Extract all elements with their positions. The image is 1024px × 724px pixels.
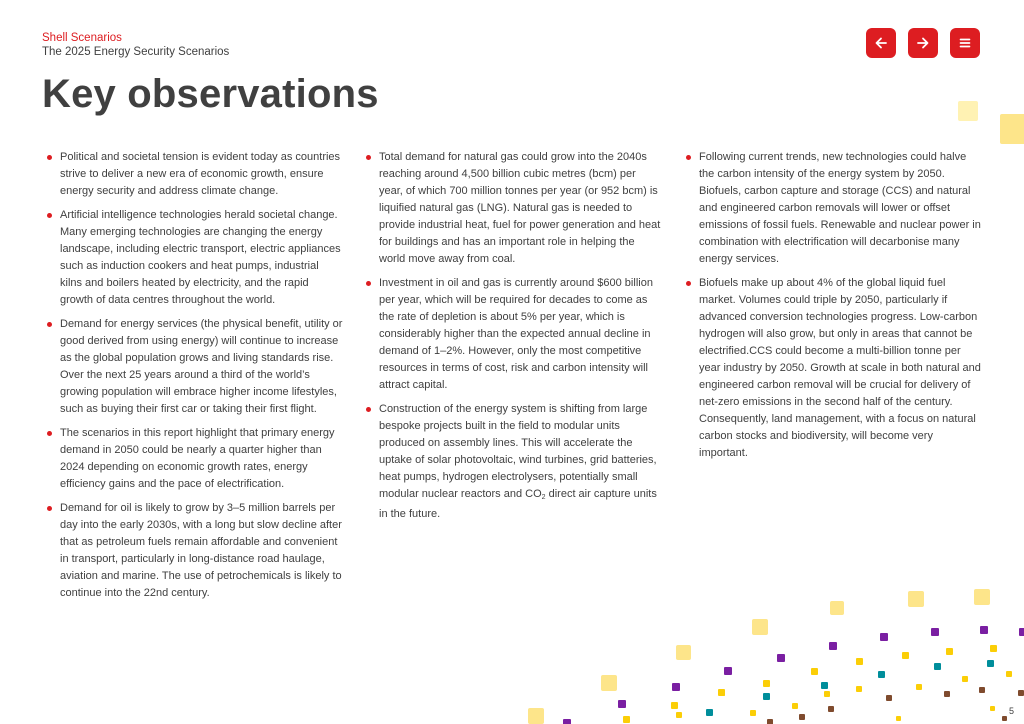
decorative-square: [962, 676, 968, 682]
decorative-square: [821, 682, 828, 689]
list-item: [362, 401, 662, 523]
list-item: Following current trends, new technologies could halve the carbon intensity of the energy system by 2050. Biofuels, carbon capture and storage (CCS) and natural and engineered carbon removals will lower or offset emissions of fossil fuels. Renewable and nuclear power in combination with electrification will decarbonise many energy services.: [682, 149, 982, 268]
decorative-square: [676, 645, 691, 660]
decorative-square: [980, 626, 988, 634]
column-middle: [362, 149, 662, 530]
decorative-square: [886, 695, 892, 701]
decorative-square: [752, 619, 768, 635]
list-item: Demand for energy services (the physical benefit, utility or good derived from using energy) will continue to increase as the global population grows and living standards rise. Over the next 25 years around a third of the world’s growing population will embrace higher income lifestyles, such as buying their first car or taking their first flight.: [43, 316, 343, 418]
decorative-square: [676, 712, 682, 718]
decorative-square: [767, 719, 773, 724]
decorative-square: [934, 663, 941, 670]
decorative-square: [908, 591, 924, 607]
decorative-square: [763, 680, 770, 687]
decorative-square: [829, 642, 837, 650]
page-title: Key observations: [42, 72, 379, 116]
decorative-square: [880, 633, 888, 641]
decorative-square: [974, 589, 990, 605]
decorative-square: [830, 601, 844, 615]
decorative-square: [1006, 671, 1012, 677]
decorative-square: [777, 654, 785, 662]
decorative-square: [750, 710, 756, 716]
page-number: 5: [1009, 706, 1015, 716]
decorative-square: [896, 716, 901, 721]
decorative-square: [718, 689, 725, 696]
decorative-square: [990, 645, 997, 652]
list-item: Artificial intelligence technologies herald societal change. Many emerging technologies are changing the energy landscape, including electric transport, electric appliances such as induction cookers and heat pumps, industrial kilns and boilers heated by electricity, and the rapid growth of data centres throughout the world.: [43, 207, 343, 309]
decorative-square: [792, 703, 798, 709]
decorative-square: [946, 648, 953, 655]
decorative-square: [828, 706, 834, 712]
list-item: Demand for oil is likely to grow by 3–5 million barrels per day into the early 2030s, with a long but slow decline after that as petroleum fuels remain affordable and convenient in transport, particularly in long-distance road haulage, aviation and marine. The use of petrochemicals is likely to continue into the 22nd century.: [43, 500, 343, 602]
decorative-square: [1018, 690, 1024, 696]
decorative-square: [958, 101, 978, 121]
list-item: The scenarios in this report highlight that primary energy demand in 2050 could be nearly a quarter higher than 2024 depending on economic growth rates, energy efficiency gains and the pace of electrification.: [43, 425, 343, 493]
decorative-square: [672, 683, 680, 691]
decorative-square: [799, 714, 805, 720]
list-item: Total demand for natural gas could grow into the 2040s reaching around 4,500 billion cubic metres (bcm) per year, of which 700 million tonnes per year (or 952 bcm) is liquified natural gas (LNG). Natural gas is needed to provide industrial heat, fuel for power generation and heat for buildings and has an important role in helping the world move away from coal.: [362, 149, 662, 268]
decorative-square: [931, 628, 939, 636]
list-item: Biofuels make up about 4% of the global liquid fuel market. Volumes could triple by 2050, particularly if advanced conversion technologies progress. Low-carbon hydrogen will also grow, but only in areas that cannot be electrified.CCS could become a multi-billion tonne per year industry by 2050. Growth at scale in both natural and engineered carbon removal will be crucial for delivery of net-zero emissions in the second half of the century. Consequently, land management, with a focus on natural carbon stocks and biodiversity, will become very important.: [682, 275, 982, 462]
decorative-square: [916, 684, 922, 690]
decorative-square: [763, 693, 770, 700]
decorative-square: [856, 658, 863, 665]
decorative-square: [706, 709, 713, 716]
decorative-square: [979, 687, 985, 693]
hamburger-menu-icon: [958, 36, 972, 50]
decorative-square: [719, 690, 725, 696]
forward-button[interactable]: [908, 28, 938, 58]
decorative-square: [987, 660, 994, 667]
decorative-square: [990, 706, 995, 711]
column-left: [43, 149, 343, 609]
decorative-square: [811, 668, 818, 675]
decorative-square: [944, 691, 950, 697]
decorative-square: [623, 716, 630, 723]
subscript-two: 2: [541, 494, 546, 501]
decorative-square: [902, 652, 909, 659]
report-subtitle: The 2025 Energy Security Scenarios: [42, 46, 230, 58]
arrow-right-icon: [916, 36, 930, 50]
header: [42, 31, 229, 59]
decorative-square: [1000, 114, 1024, 144]
column-right: [682, 149, 982, 469]
arrow-left-icon: [874, 36, 888, 50]
brand-label: Shell Scenarios: [42, 32, 122, 44]
list-item: Investment in oil and gas is currently around $600 billion per year, which will be required for decades to come as the rate of depletion is about 5% per year, which is considerably higher than the expected annual decline in demand of 1–2%. However, only the most competitive resources in terms of cost, risk and carbon intensity will attract capital.: [362, 275, 662, 394]
decorative-square: [824, 691, 830, 697]
list-item-tail: direct air capture units in the future.: [379, 488, 657, 520]
menu-button[interactable]: [950, 28, 980, 58]
decorative-square: [618, 700, 626, 708]
decorative-square: [724, 667, 732, 675]
decorative-square: [671, 702, 678, 709]
decorative-square: [528, 708, 544, 724]
decorative-square: [601, 675, 617, 691]
decorative-square: [1019, 628, 1024, 636]
back-button[interactable]: [866, 28, 896, 58]
list-item-text: Construction of the energy system is shifting from large bespoke projects built in the field to modular units produced on assembly lines. This will accelerate the uptake of solar photovoltaic, wind turbines, grid batteries, heat pumps, hydrogen electrolysers, potentially small modular nuclear reactors and CO: [379, 403, 657, 500]
decorative-square: [1002, 716, 1007, 721]
decorative-square: [856, 686, 862, 692]
list-item: Political and societal tension is evident today as countries strive to deliver a new era of economic growth, ensure energy security and address climate change.: [43, 149, 343, 200]
decorative-square: [878, 671, 885, 678]
decorative-square: [563, 719, 571, 724]
